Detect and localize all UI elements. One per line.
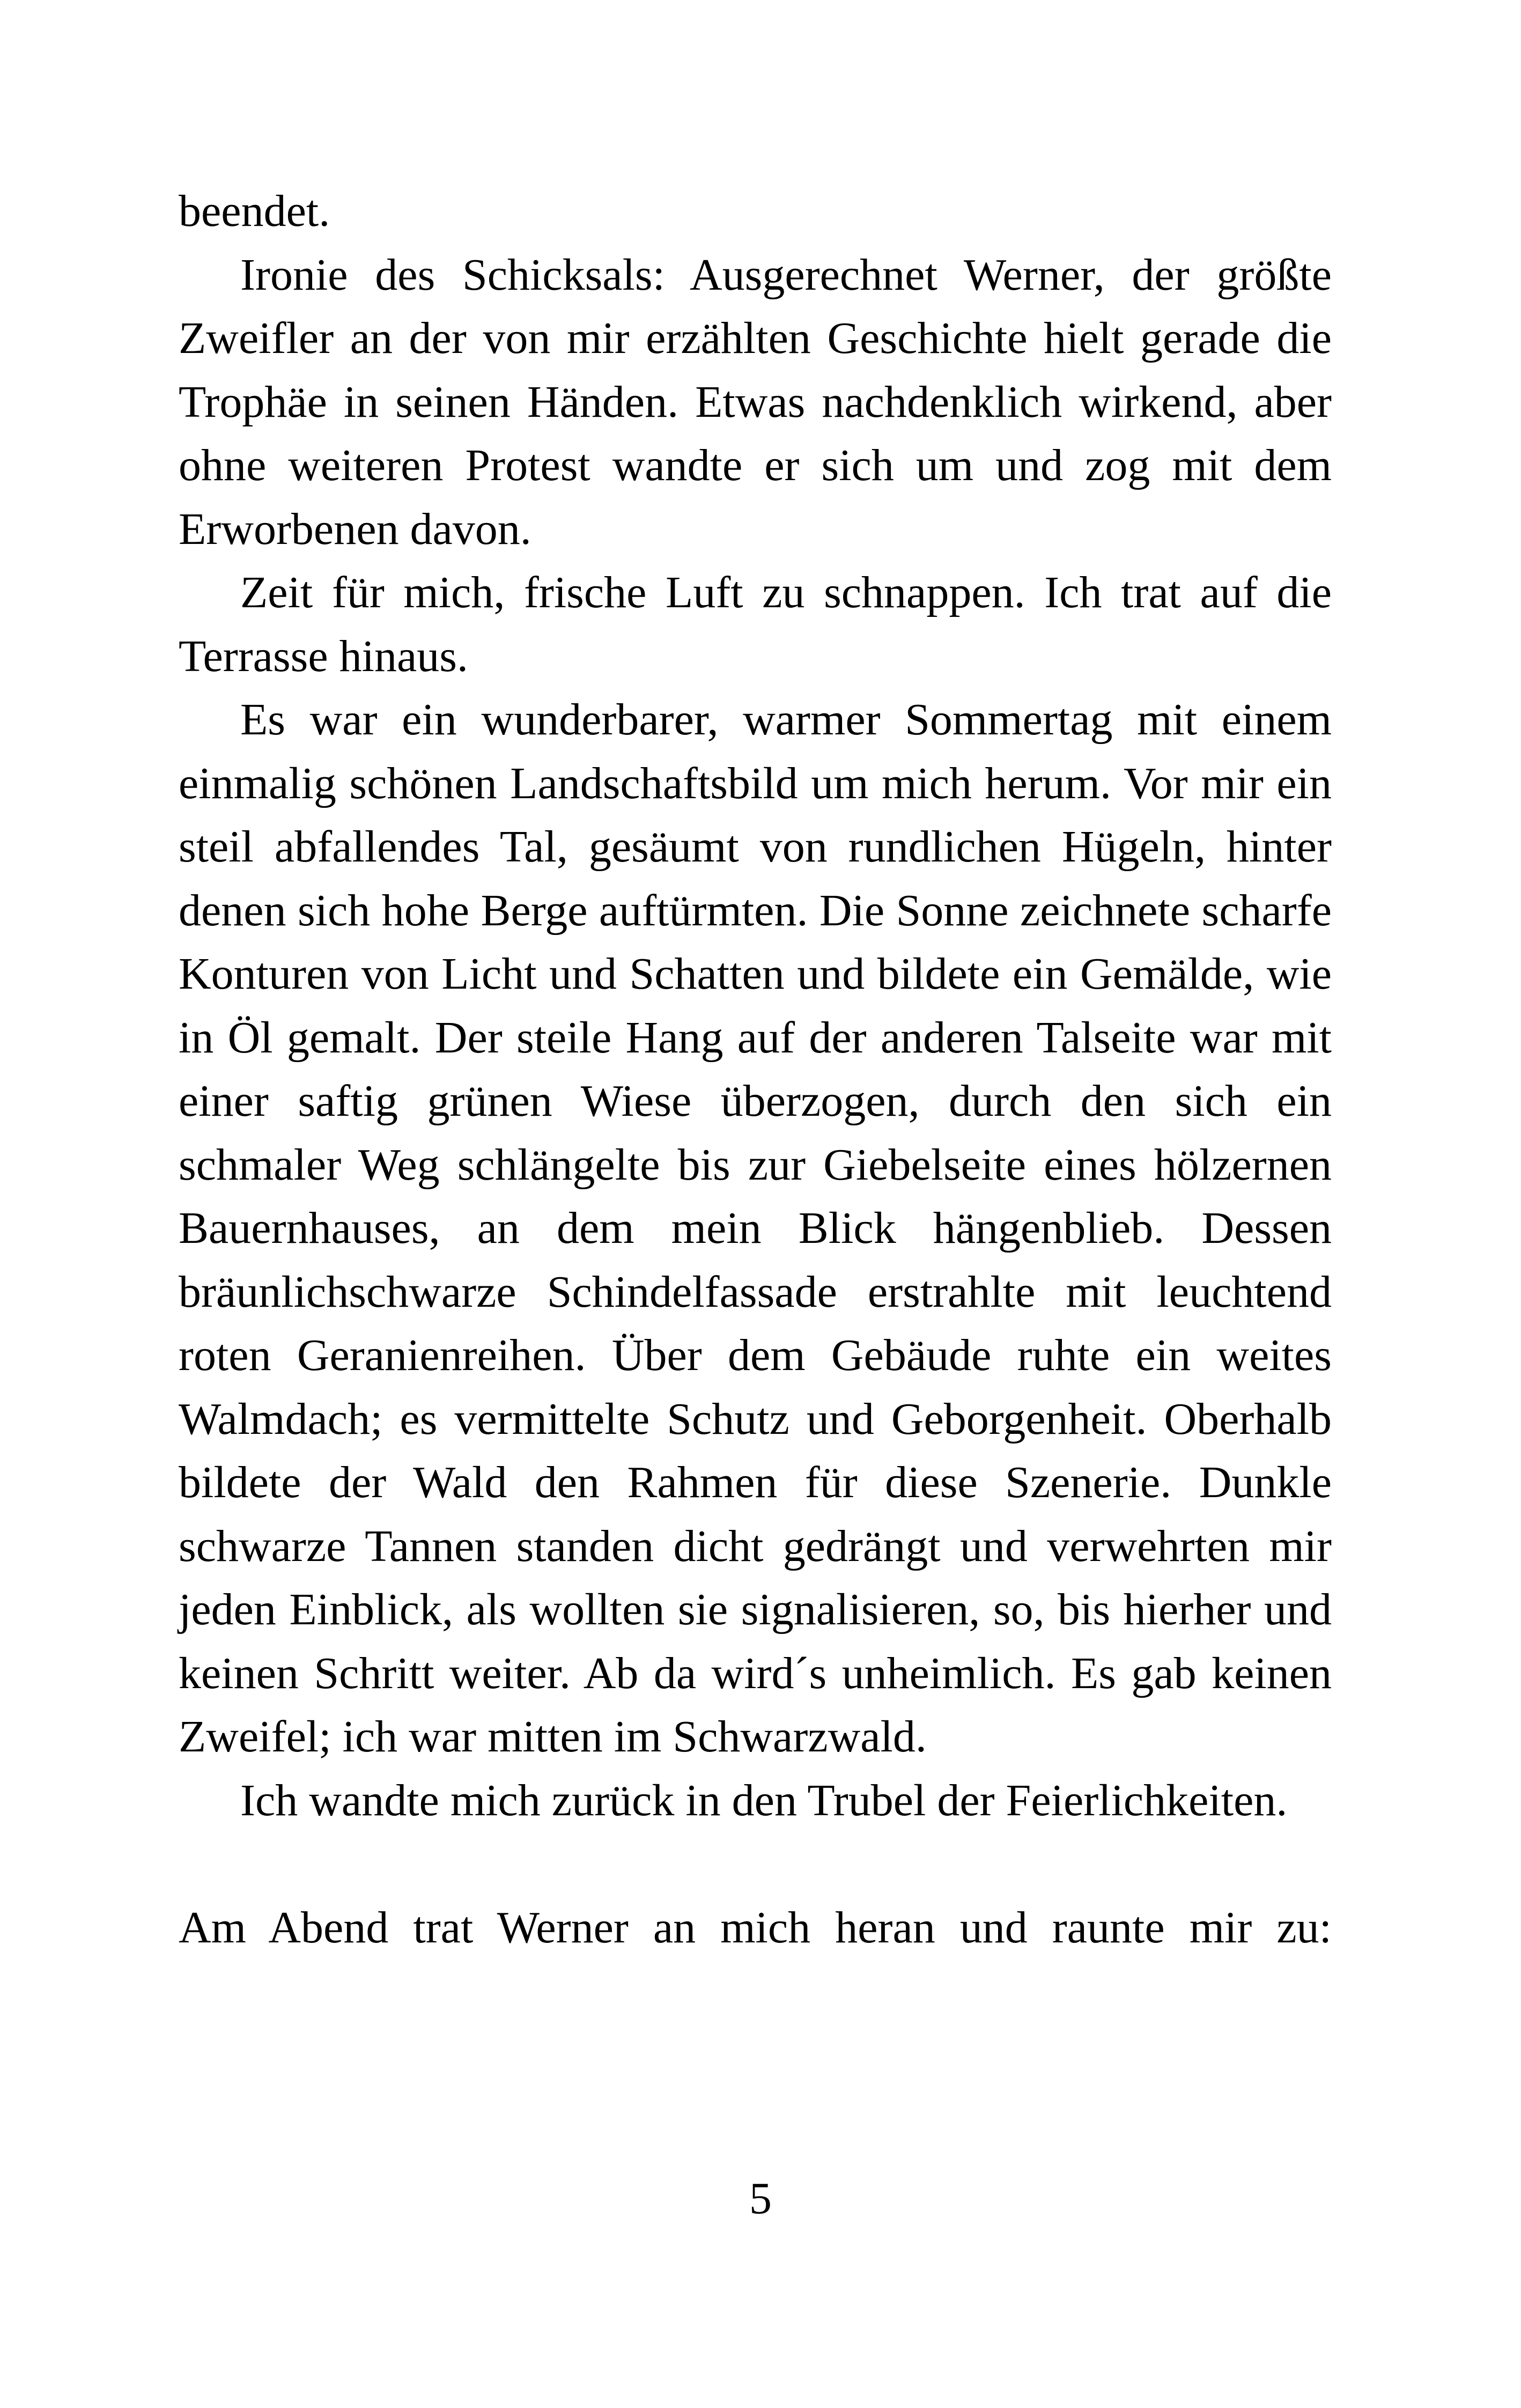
paragraph: Ironie des Schicksals: Ausgerechnet Werner, der größte Zweifler an der von mir erzählten Geschichte hielt gerade die Trophäe in seinen Händen. Etwas nachdenklich wirkend, aber ohne weiteren Protest wandte er sich um und zog mit dem Erworbenen davon. bbox=[179, 249, 1332, 554]
page-number: 5 bbox=[749, 2174, 772, 2223]
paragraph: Es war ein wunderbarer, warmer Sommertag mit einem einmalig schönen Landschaftsbild um mich herum. Vor mir ein steil abfallendes Tal, gesäumt von rundlichen Hügeln, hinter denen sich hohe Berge auftürmten. Die Sonne zeichnete scharfe Konturen von Licht und Schatten und bildete ein Gemälde, wie in Öl gemalt. Der steile Hang auf der anderen Talseite war mit einer saftig grünen Wiese überzogen, durch den sich ein schmaler Weg schlängelte bis zur Giebelseite eines hölzernen Bauernhauses, an dem mein Blick hängenblieb. Dessen bräunlichschwarze Schindelfassade erstrahlte mit leuchtend roten Geranienreihen. Über dem Gebäude ruhte ein weites Walmdach; es vermittelte Schutz und Geborgenheit. Oberhalb bildete der Wald den Rahmen für diese Szenerie. Dunkle schwarze Tannen standen dicht gedrängt und verwehrten mir jeden Einblick, als wollten sie signalisieren, so, bis hierher und keinen Schritt weiter. Ab da wird´s unheimlich. Es gab keinen Zweifel; ich war mitten im Schwarzwald. bbox=[179, 695, 1332, 1762]
body-text bbox=[179, 180, 1332, 1960]
paragraph: Ich wandte mich zurück in den Trubel der Feierlichkeiten. bbox=[240, 1775, 1288, 1825]
paragraph: Zeit für mich, frische Luft zu schnappen. Ich trat auf die Terrasse hinaus. bbox=[179, 568, 1332, 681]
paragraph: Am Abend trat Werner an mich heran und raunte mir zu: bbox=[179, 1902, 1332, 1953]
paragraph: beendet. bbox=[179, 186, 330, 236]
